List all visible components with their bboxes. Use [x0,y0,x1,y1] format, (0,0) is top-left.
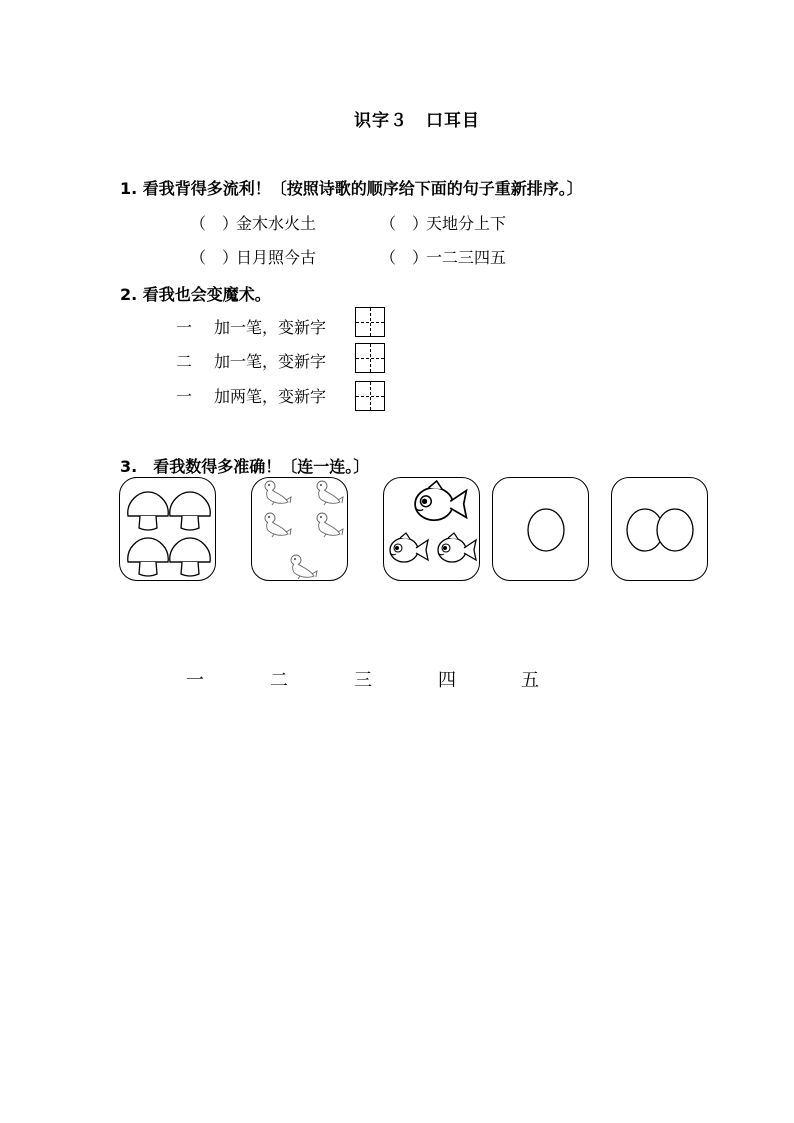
q1-item-text: 一二三四五 [426,248,507,267]
fish-icon [384,478,481,582]
answer-paren[interactable]: （ ） [190,248,239,267]
picture-card-two-eggs[interactable] [611,477,708,581]
q1-item-text: 日月照今古 [236,248,317,267]
tianzige-box[interactable] [355,307,385,337]
q2-instruction: 加两笔，变新字 [214,387,327,406]
q2-base-char: 一 [176,387,193,406]
picture-card-seals[interactable] [251,477,348,581]
q1-item-1 [190,211,316,234]
numeral-three[interactable]: 三 [354,670,372,691]
q2-base-char: 一 [176,318,193,337]
numeral-four[interactable]: 四 [438,670,456,691]
picture-card-mushrooms[interactable] [119,477,216,581]
q2-instruction: 加一笔，变新字 [214,352,327,371]
q1-item-4 [380,245,506,268]
q1-item-2 [380,211,506,234]
q2-instruction: 加一笔，变新字 [214,318,327,337]
answer-paren[interactable]: （ ） [380,248,429,267]
seal-icon [252,478,349,582]
question-2-heading: 2. 看我也会变魔术。 [120,285,271,304]
question-3-heading: 3. 看我数得多准确！〔连一连。〕 [120,457,370,476]
numeral-five[interactable]: 五 [521,670,539,691]
q1-item-text: 金木水火土 [236,214,317,233]
egg-icon [493,478,590,582]
q1-item-3 [190,245,316,268]
q1-item-text: 天地分上下 [426,214,507,233]
question-1-heading: 1. 看我背得多流利！〔按照诗歌的顺序给下面的句子重新排序。〕 [120,179,583,198]
picture-card-fish[interactable] [383,477,480,581]
answer-paren[interactable]: （ ） [380,214,429,233]
page-title: 识字３ 口耳目 [354,111,480,131]
picture-card-one-egg[interactable] [492,477,589,581]
tianzige-box[interactable] [355,381,385,411]
answer-paren[interactable]: （ ） [190,214,239,233]
q2-base-char: 二 [176,352,193,371]
numeral-two[interactable]: 二 [270,670,288,691]
mushroom-icon [120,478,217,582]
tianzige-box[interactable] [355,343,385,373]
numeral-one[interactable]: 一 [186,670,204,691]
egg-icon [612,478,709,582]
